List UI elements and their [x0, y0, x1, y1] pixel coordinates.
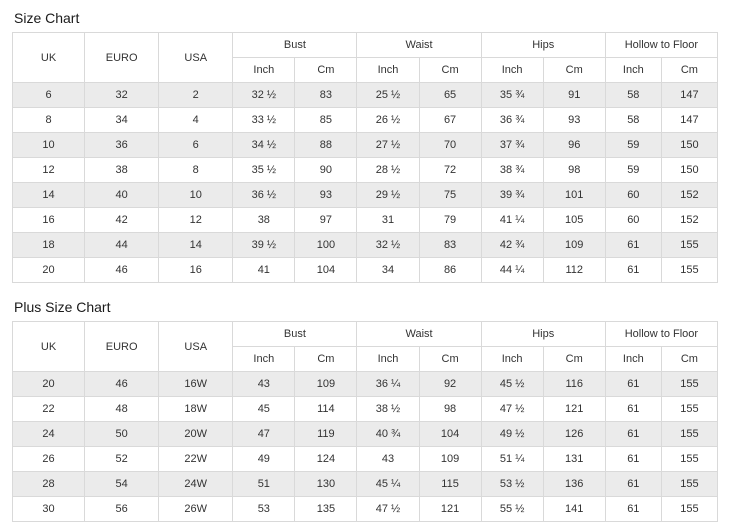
table-cell: 100 — [295, 233, 357, 258]
table-cell: 26 — [13, 447, 85, 472]
header-hollow-cm: Cm — [661, 58, 717, 83]
table-cell: 93 — [543, 108, 605, 133]
header-uk: UK — [13, 322, 85, 372]
table-cell: 98 — [543, 158, 605, 183]
table-cell: 45 ½ — [481, 372, 543, 397]
table-cell: 61 — [605, 258, 661, 283]
table-cell: 147 — [661, 108, 717, 133]
table-cell: 109 — [295, 372, 357, 397]
table-cell: 101 — [543, 183, 605, 208]
table-cell: 65 — [419, 83, 481, 108]
table-cell: 34 — [85, 108, 159, 133]
table-cell: 36 — [85, 133, 159, 158]
table-cell: 93 — [295, 183, 357, 208]
table-cell: 10 — [159, 183, 233, 208]
table-cell: 83 — [295, 83, 357, 108]
table-cell: 22 — [13, 397, 85, 422]
table-cell: 114 — [295, 397, 357, 422]
table-cell: 24 — [13, 422, 85, 447]
table-cell: 12 — [13, 158, 85, 183]
table-cell: 16 — [13, 208, 85, 233]
table-row — [13, 372, 718, 397]
table-cell: 115 — [419, 472, 481, 497]
table-cell: 6 — [13, 83, 85, 108]
table-cell: 136 — [543, 472, 605, 497]
table-cell: 28 ½ — [357, 158, 419, 183]
table-cell: 16W — [159, 372, 233, 397]
table-cell: 119 — [295, 422, 357, 447]
table-cell: 152 — [661, 183, 717, 208]
table-cell: 141 — [543, 497, 605, 522]
table-cell: 14 — [159, 233, 233, 258]
table-cell: 61 — [605, 233, 661, 258]
header-hips: Hips — [481, 322, 605, 347]
table-row — [13, 133, 718, 158]
table-cell: 39 ¾ — [481, 183, 543, 208]
table-cell: 116 — [543, 372, 605, 397]
table-row — [13, 83, 718, 108]
table-cell: 67 — [419, 108, 481, 133]
table-cell: 109 — [543, 233, 605, 258]
table-header-group-row — [13, 322, 718, 347]
table-cell: 42 ¾ — [481, 233, 543, 258]
plus-size-chart-title: Plus Size Chart — [14, 299, 111, 315]
table-cell: 155 — [661, 372, 717, 397]
table-cell: 36 ¾ — [481, 108, 543, 133]
table-cell: 104 — [295, 258, 357, 283]
table-cell: 16 — [159, 258, 233, 283]
table-cell: 92 — [419, 372, 481, 397]
table-cell: 70 — [419, 133, 481, 158]
table-cell: 25 ½ — [357, 83, 419, 108]
header-bust-inch: Inch — [233, 347, 295, 372]
table-cell: 44 — [85, 233, 159, 258]
table-cell: 32 — [85, 83, 159, 108]
table-cell: 36 ½ — [233, 183, 295, 208]
table-cell: 152 — [661, 208, 717, 233]
table-cell: 2 — [159, 83, 233, 108]
table-cell: 112 — [543, 258, 605, 283]
table-cell: 52 — [85, 447, 159, 472]
table-cell: 39 ½ — [233, 233, 295, 258]
table-row — [13, 183, 718, 208]
table-cell: 130 — [295, 472, 357, 497]
table-cell: 45 — [233, 397, 295, 422]
table-cell: 8 — [159, 158, 233, 183]
table-cell: 85 — [295, 108, 357, 133]
table-cell: 45 ¼ — [357, 472, 419, 497]
header-bust-inch: Inch — [233, 58, 295, 83]
table-cell: 83 — [419, 233, 481, 258]
plus-size-chart-table — [12, 321, 718, 522]
table-cell: 33 ½ — [233, 108, 295, 133]
header-hollow-to-floor: Hollow to Floor — [605, 33, 717, 58]
table-cell: 155 — [661, 447, 717, 472]
table-cell: 47 ½ — [357, 497, 419, 522]
header-waist-inch: Inch — [357, 347, 419, 372]
table-cell: 27 ½ — [357, 133, 419, 158]
table-cell: 150 — [661, 158, 717, 183]
table-cell: 18 — [13, 233, 85, 258]
table-cell: 86 — [419, 258, 481, 283]
table-cell: 38 ½ — [357, 397, 419, 422]
header-waist: Waist — [357, 322, 481, 347]
table-cell: 124 — [295, 447, 357, 472]
table-row — [13, 472, 718, 497]
header-bust: Bust — [233, 33, 357, 58]
table-cell: 155 — [661, 258, 717, 283]
table-cell: 40 ¾ — [357, 422, 419, 447]
table-cell: 31 — [357, 208, 419, 233]
size-chart-table — [12, 32, 718, 283]
table-cell: 26W — [159, 497, 233, 522]
table-row — [13, 233, 718, 258]
table-cell: 59 — [605, 133, 661, 158]
table-cell: 121 — [543, 397, 605, 422]
table-cell: 53 — [233, 497, 295, 522]
table-cell: 96 — [543, 133, 605, 158]
table-cell: 155 — [661, 397, 717, 422]
table-cell: 34 — [357, 258, 419, 283]
table-cell: 47 — [233, 422, 295, 447]
table-cell: 38 ¾ — [481, 158, 543, 183]
table-cell: 61 — [605, 497, 661, 522]
table-cell: 60 — [605, 183, 661, 208]
size-chart-body — [13, 83, 718, 283]
table-row — [13, 108, 718, 133]
table-cell: 61 — [605, 422, 661, 447]
table-cell: 46 — [85, 372, 159, 397]
table-cell: 121 — [419, 497, 481, 522]
header-waist: Waist — [357, 33, 481, 58]
table-cell: 49 — [233, 447, 295, 472]
table-cell: 91 — [543, 83, 605, 108]
table-cell: 42 — [85, 208, 159, 233]
table-cell: 58 — [605, 108, 661, 133]
table-cell: 38 — [85, 158, 159, 183]
table-cell: 10 — [13, 133, 85, 158]
table-cell: 90 — [295, 158, 357, 183]
table-cell: 30 — [13, 497, 85, 522]
plus-size-chart-body — [13, 372, 718, 522]
table-cell: 79 — [419, 208, 481, 233]
table-cell: 18W — [159, 397, 233, 422]
table-cell: 155 — [661, 472, 717, 497]
table-cell: 41 ¼ — [481, 208, 543, 233]
table-cell: 8 — [13, 108, 85, 133]
header-hollow-to-floor: Hollow to Floor — [605, 322, 717, 347]
table-cell: 32 ½ — [357, 233, 419, 258]
table-cell: 41 — [233, 258, 295, 283]
header-hollow-inch: Inch — [605, 347, 661, 372]
header-bust: Bust — [233, 322, 357, 347]
table-cell: 20 — [13, 372, 85, 397]
header-hips-inch: Inch — [481, 58, 543, 83]
header-hips-cm: Cm — [543, 58, 605, 83]
table-cell: 72 — [419, 158, 481, 183]
table-cell: 61 — [605, 472, 661, 497]
table-cell: 12 — [159, 208, 233, 233]
table-cell: 54 — [85, 472, 159, 497]
header-uk: UK — [13, 33, 85, 83]
table-cell: 131 — [543, 447, 605, 472]
table-cell: 53 ½ — [481, 472, 543, 497]
table-cell: 29 ½ — [357, 183, 419, 208]
table-cell: 61 — [605, 372, 661, 397]
table-cell: 22W — [159, 447, 233, 472]
table-row — [13, 397, 718, 422]
header-hips: Hips — [481, 33, 605, 58]
table-cell: 51 — [233, 472, 295, 497]
header-bust-cm: Cm — [295, 58, 357, 83]
table-cell: 135 — [295, 497, 357, 522]
table-cell: 98 — [419, 397, 481, 422]
header-hips-inch: Inch — [481, 347, 543, 372]
table-cell: 24W — [159, 472, 233, 497]
table-row — [13, 258, 718, 283]
table-cell: 109 — [419, 447, 481, 472]
table-cell: 20W — [159, 422, 233, 447]
table-header-group-row — [13, 33, 718, 58]
table-cell: 60 — [605, 208, 661, 233]
table-cell: 126 — [543, 422, 605, 447]
table-cell: 97 — [295, 208, 357, 233]
table-cell: 20 — [13, 258, 85, 283]
table-cell: 14 — [13, 183, 85, 208]
table-cell: 47 ½ — [481, 397, 543, 422]
header-hollow-inch: Inch — [605, 58, 661, 83]
table-cell: 150 — [661, 133, 717, 158]
header-usa: USA — [159, 322, 233, 372]
header-waist-inch: Inch — [357, 58, 419, 83]
table-cell: 37 ¾ — [481, 133, 543, 158]
table-row — [13, 447, 718, 472]
table-row — [13, 422, 718, 447]
header-euro: EURO — [85, 33, 159, 83]
header-hips-cm: Cm — [543, 347, 605, 372]
size-chart-title: Size Chart — [14, 10, 80, 26]
table-cell: 155 — [661, 422, 717, 447]
header-usa: USA — [159, 33, 233, 83]
table-cell: 43 — [357, 447, 419, 472]
table-cell: 28 — [13, 472, 85, 497]
table-row — [13, 208, 718, 233]
header-bust-cm: Cm — [295, 347, 357, 372]
table-cell: 43 — [233, 372, 295, 397]
table-cell: 46 — [85, 258, 159, 283]
header-hollow-cm: Cm — [661, 347, 717, 372]
header-waist-cm: Cm — [419, 347, 481, 372]
table-cell: 58 — [605, 83, 661, 108]
table-cell: 36 ¼ — [357, 372, 419, 397]
table-cell: 35 ¾ — [481, 83, 543, 108]
table-cell: 40 — [85, 183, 159, 208]
table-cell: 50 — [85, 422, 159, 447]
table-cell: 55 ½ — [481, 497, 543, 522]
table-cell: 48 — [85, 397, 159, 422]
table-cell: 147 — [661, 83, 717, 108]
table-cell: 49 ½ — [481, 422, 543, 447]
table-cell: 61 — [605, 447, 661, 472]
table-cell: 26 ½ — [357, 108, 419, 133]
table-cell: 51 ¼ — [481, 447, 543, 472]
table-cell: 32 ½ — [233, 83, 295, 108]
header-euro: EURO — [85, 322, 159, 372]
header-waist-cm: Cm — [419, 58, 481, 83]
table-cell: 4 — [159, 108, 233, 133]
table-cell: 44 ¼ — [481, 258, 543, 283]
table-cell: 155 — [661, 233, 717, 258]
table-cell: 105 — [543, 208, 605, 233]
table-cell: 6 — [159, 133, 233, 158]
table-cell: 155 — [661, 497, 717, 522]
table-row — [13, 158, 718, 183]
table-cell: 38 — [233, 208, 295, 233]
table-row — [13, 497, 718, 522]
table-cell: 35 ½ — [233, 158, 295, 183]
table-cell: 59 — [605, 158, 661, 183]
table-cell: 61 — [605, 397, 661, 422]
table-cell: 75 — [419, 183, 481, 208]
table-cell: 56 — [85, 497, 159, 522]
table-cell: 34 ½ — [233, 133, 295, 158]
table-cell: 104 — [419, 422, 481, 447]
table-cell: 88 — [295, 133, 357, 158]
